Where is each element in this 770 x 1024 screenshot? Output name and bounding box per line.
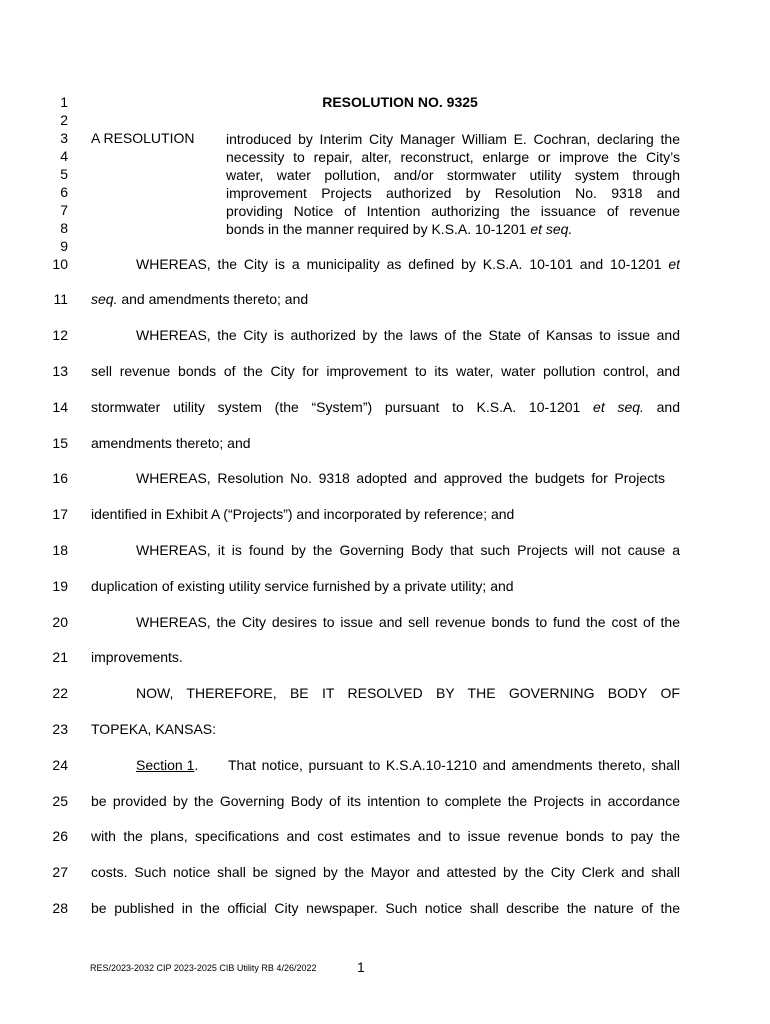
line-number: 11 — [53, 291, 68, 307]
line-number: 3 — [60, 130, 68, 146]
intro-italic: et seq. — [530, 221, 573, 237]
line-number: 26 — [52, 828, 68, 844]
section-1-period: . — [194, 757, 199, 773]
intro-line-last — [226, 220, 680, 238]
body-line-13: sell revenue bonds of the City for improvement to its water, water pollution control, and — [91, 363, 680, 379]
line-number: 12 — [52, 327, 68, 343]
intro-line: improvement Projects authorized by Resolution No. 9318 and — [226, 185, 680, 201]
line-number: 7 — [60, 202, 68, 218]
body-line-15: amendments thereto; and — [91, 435, 251, 451]
line-number: 18 — [52, 542, 68, 558]
intro-text — [226, 130, 680, 238]
line-number: 15 — [52, 435, 68, 451]
line-number: 14 — [52, 399, 68, 415]
resolution-title: RESOLUTION NO. 9325 — [322, 94, 478, 110]
line-number: 19 — [52, 578, 68, 594]
intro-line: bonds in the manner required by K.S.A. 10-1201 — [226, 221, 531, 237]
intro-line: providing Notice of Intention authorizing the issuance of revenue — [226, 203, 680, 219]
body-text: and amendments thereto; and — [117, 291, 309, 307]
body-line-16: WHEREAS, Resolution No. 9318 adopted and approved the budgets for Projects — [136, 470, 665, 486]
body-line-19: duplication of existing utility service furnished by a private utility; and — [91, 578, 514, 594]
line-number: 21 — [52, 649, 68, 665]
body-line-28: be published in the official City newspaper. Such notice shall describe the nature of the — [91, 900, 680, 916]
body-line-22: NOW, THEREFORE, BE IT RESOLVED BY THE GOVERNING BODY OF — [136, 685, 680, 701]
line-number: 1 — [60, 94, 68, 110]
body-line-18: WHEREAS, it is found by the Governing Body that such Projects will not cause a — [136, 542, 680, 558]
line-number: 28 — [52, 900, 68, 916]
line-number: 8 — [60, 220, 68, 236]
body-line-17: identified in Exhibit A (“Projects”) and incorporated by reference; and — [91, 506, 515, 522]
body-line-12: WHEREAS, the City is authorized by the laws of the State of Kansas to issue and — [136, 327, 680, 343]
line-number: 10 — [52, 256, 68, 272]
footer-reference: RES/2023-2032 CIP 2023-2025 CIB Utility RB 4/26/2022 — [90, 963, 317, 973]
body-line-23: TOPEKA, KANSAS: — [91, 721, 217, 737]
line-number: 22 — [52, 685, 68, 701]
body-line-14 — [91, 399, 680, 416]
body-text: stormwater utility system (the “System”) pursuant to K.S.A. 10-1201 — [91, 399, 594, 415]
line-number: 17 — [52, 506, 68, 522]
line-number: 13 — [52, 363, 68, 379]
line-number: 6 — [60, 184, 68, 200]
line-number: 25 — [52, 793, 68, 809]
line-number: 2 — [60, 112, 68, 128]
body-text: and — [643, 399, 680, 415]
body-text: WHEREAS, the City is a municipality as defined by K.S.A. 10-101 and 10-1201 — [136, 256, 669, 272]
body-italic: et — [668, 256, 680, 272]
body-line-20: WHEREAS, the City desires to issue and sell revenue bonds to fund the cost of the — [136, 614, 680, 630]
line-number: 16 — [52, 470, 68, 486]
section-1-label: Section 1 — [136, 757, 195, 773]
line-number: 24 — [52, 757, 68, 773]
body-line-11 — [91, 291, 308, 308]
intro-line: necessity to repair, alter, reconstruct, enlarge or improve the City’s — [226, 149, 680, 165]
body-italic: seq. — [91, 291, 118, 307]
intro-line: water, water pollution, and/or stormwater utility system through — [226, 167, 680, 183]
body-line-26: with the plans, specifications and cost estimates and to issue revenue bonds to pay the — [91, 828, 680, 844]
line-number: 23 — [52, 721, 68, 737]
body-italic: et seq. — [593, 399, 644, 415]
line-number: 27 — [52, 864, 68, 880]
line-number: 9 — [60, 238, 68, 254]
section-heading — [136, 757, 198, 774]
body-line-27: costs. Such notice shall be signed by the Mayor and attested by the City Clerk and shall — [91, 864, 680, 880]
intro-label: A RESOLUTION — [91, 130, 195, 146]
line-number: 20 — [52, 614, 68, 630]
intro-line: introduced by Interim City Manager William E. Cochran, declaring the — [226, 131, 680, 147]
body-line-24: That notice, pursuant to K.S.A.10-1210 and amendments thereto, shall — [228, 757, 680, 773]
body-line-25: be provided by the Governing Body of its intention to complete the Projects in accordance — [91, 793, 680, 809]
page-number: 1 — [357, 959, 365, 975]
body-line-10 — [136, 256, 680, 273]
line-number: 5 — [60, 166, 68, 182]
body-line-21: improvements. — [91, 649, 183, 665]
line-number: 4 — [60, 148, 68, 164]
